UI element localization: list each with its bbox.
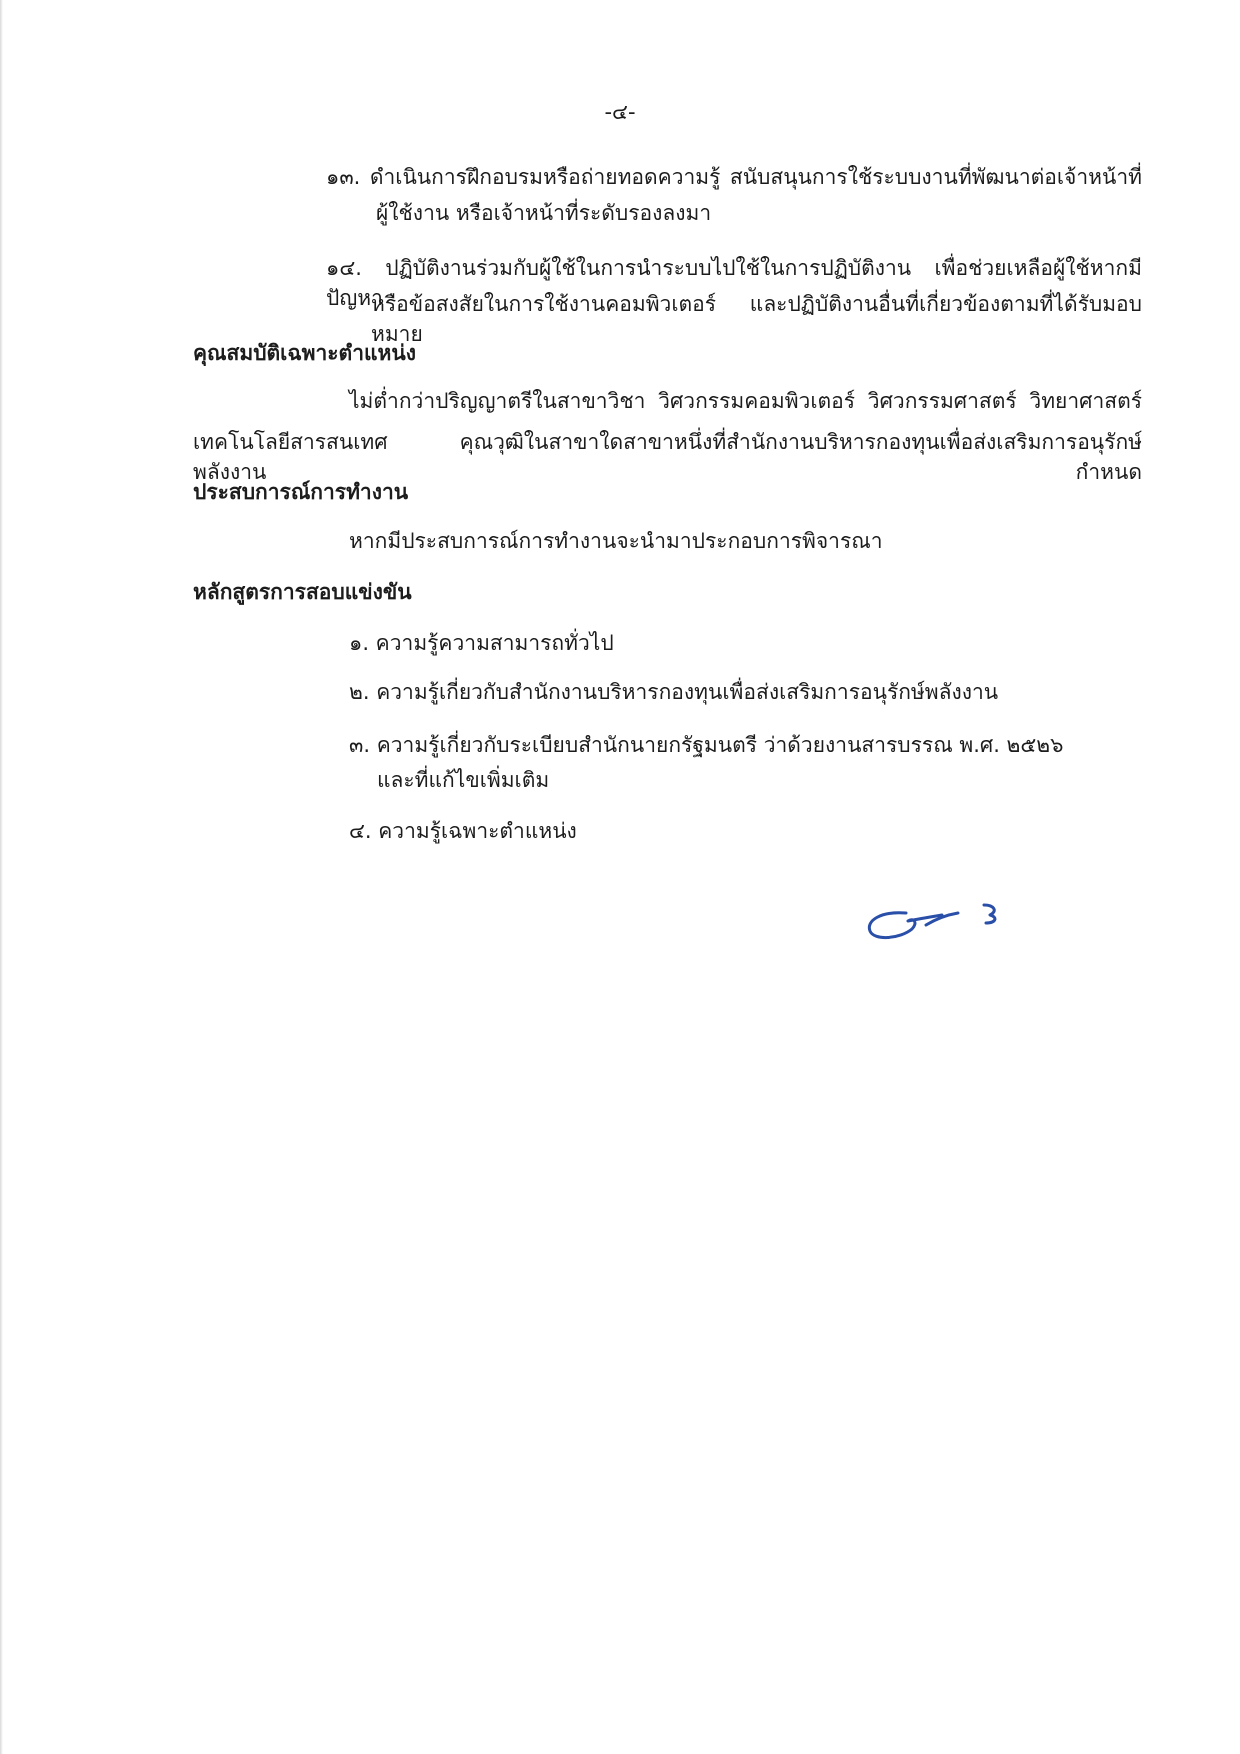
exam-item-4: ๔. ความรู้เฉพาะตำแหน่ง: [349, 819, 577, 843]
qualifications-line1: ไม่ต่ำกว่าปริญญาตรีในสาขาวิชา วิศวกรรมคอมพิวเตอร์ วิศวกรรมศาสตร์ วิทยาศาสตร์: [349, 389, 1142, 413]
duty-14-line1: ๑๔. ปฏิบัติงานร่วมกับผู้ใช้ในการนำระบบไปใช้ในการปฏิบัติงาน เพื่อช่วยเหลือผู้ใช้หากมีปัญหา: [326, 256, 1142, 310]
exam-item-1: ๑. ความรู้ความสามารถทั่วไป: [349, 631, 614, 655]
signature-stroke-main: [869, 913, 958, 938]
qualifications-heading: คุณสมบัติเฉพาะตำแหน่ง: [193, 341, 416, 365]
duty-13-line2: ผู้ใช้งาน หรือเจ้าหน้าที่ระดับรองลงมา: [376, 201, 712, 225]
signature: [860, 895, 1020, 955]
experience-heading: ประสบการณ์การทำงาน: [193, 480, 409, 504]
exam-item-3-line2: และที่แก้ไขเพิ่มเติม: [377, 768, 550, 792]
page-edge-shadow: [0, 0, 3, 1754]
qualifications-line2: เทคโนโลยีสารสนเทศ คุณวุฒิในสาขาใดสาขาหนึ่งที่สำนักงานบริหารกองทุนเพื่อส่งเสริมการอนุรักษ์พลังงาน กำหนด: [193, 430, 1142, 484]
signature-stroke-tail: [984, 905, 995, 923]
duty-13-line1: ๑๓. ดำเนินการฝึกอบรมหรือถ่ายทอดความรู้ สนับสนุนการใช้ระบบงานที่พัฒนาต่อเจ้าหน้าที่: [326, 165, 1142, 189]
duty-14-line2: หรือข้อสงสัยในการใช้งานคอมพิวเตอร์ และปฏิบัติงานอื่นที่เกี่ยวข้องตามที่ได้รับมอบหมาย: [371, 292, 1142, 346]
exam-heading: หลักสูตรการสอบแข่งขัน: [193, 580, 412, 604]
experience-text: หากมีประสบการณ์การทำงานจะนำมาประกอบการพิจารณา: [349, 529, 883, 553]
exam-item-3-line1: ๓. ความรู้เกี่ยวกับระเบียบสำนักนายกรัฐมนตรี ว่าด้วยงานสารบรรณ พ.ศ. ๒๕๒๖: [349, 733, 1064, 757]
page-number: -๔-: [604, 100, 636, 124]
exam-item-2: ๒. ความรู้เกี่ยวกับสำนักงานบริหารกองทุนเพื่อส่งเสริมการอนุรักษ์พลังงาน: [349, 680, 999, 704]
